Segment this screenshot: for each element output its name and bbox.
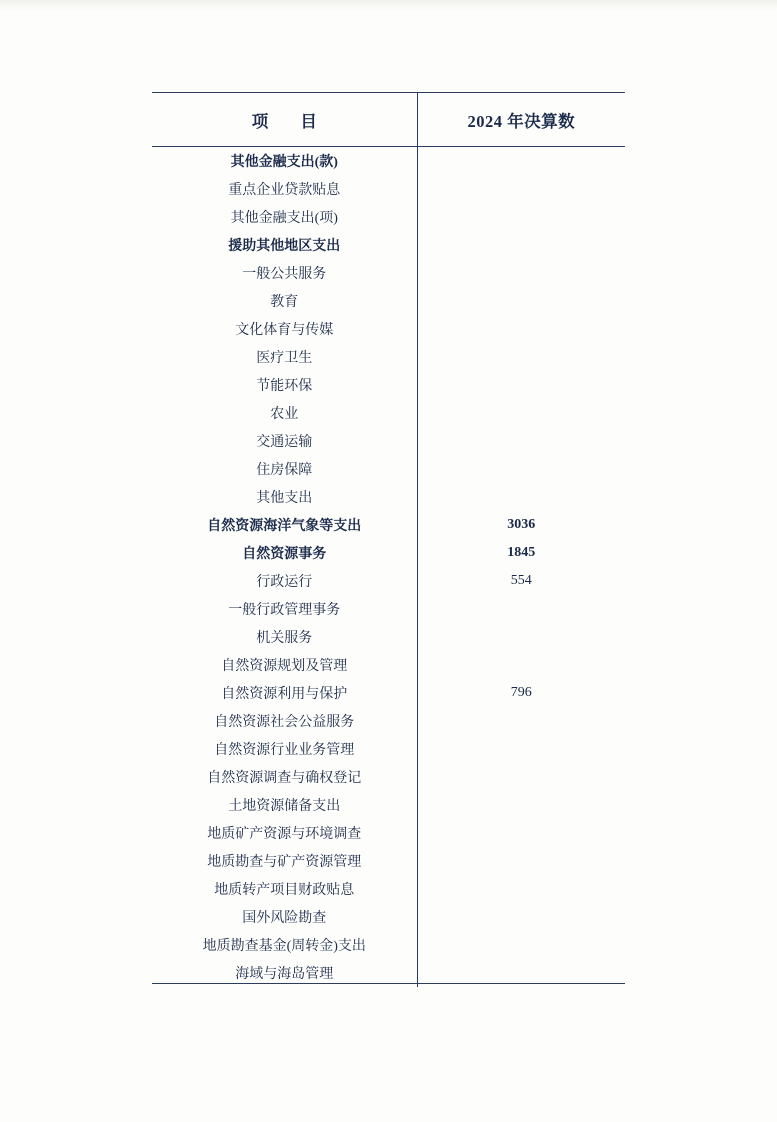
row-value	[417, 763, 625, 791]
table-row	[152, 455, 625, 483]
row-value	[417, 735, 625, 763]
row-item-label: 地质转产项目财政贴息	[152, 875, 417, 903]
row-item-label: 地质勘查与矿产资源管理	[152, 847, 417, 875]
table-row	[152, 483, 625, 511]
row-value	[417, 315, 625, 343]
table-row	[152, 539, 625, 567]
row-value: 3036	[507, 517, 536, 532]
row-value	[417, 819, 625, 847]
table-row	[152, 623, 625, 651]
table-row	[152, 651, 625, 679]
table-vertical-divider	[417, 92, 418, 983]
table-row	[152, 511, 625, 539]
row-item-label: 农业	[152, 399, 417, 427]
row-item-label: 其他支出	[152, 483, 417, 511]
row-value	[417, 231, 625, 259]
row-value	[417, 259, 625, 287]
row-item-label: 一般公共服务	[152, 259, 417, 287]
table-row	[152, 231, 625, 259]
row-value	[417, 707, 625, 735]
table-row	[152, 399, 625, 427]
row-item-label: 交通运输	[152, 427, 417, 455]
header-row	[152, 93, 625, 147]
table-row	[152, 763, 625, 791]
row-item-label: 地质矿产资源与环境调查	[152, 819, 417, 847]
row-item-label: 自然资源调查与确权登记	[152, 763, 417, 791]
row-value	[417, 399, 625, 427]
row-item-label: 自然资源事务	[152, 539, 417, 567]
table-row	[152, 875, 625, 903]
row-item-label: 一般行政管理事务	[152, 595, 417, 623]
table-row	[152, 847, 625, 875]
table-row	[152, 343, 625, 371]
row-value	[417, 651, 625, 679]
budget-table-container	[152, 92, 625, 987]
table-row	[152, 371, 625, 399]
row-item-label: 国外风险勘查	[152, 903, 417, 931]
column-header-item-label: 项 目	[251, 111, 331, 131]
row-item-label: 自然资源行业业务管理	[152, 735, 417, 763]
row-item-label: 医疗卫生	[152, 343, 417, 371]
row-value: 1845	[507, 545, 536, 560]
table-row	[152, 203, 625, 231]
row-value	[417, 343, 625, 371]
table-row	[152, 567, 625, 595]
row-item-label: 土地资源储备支出	[152, 791, 417, 819]
table-row	[152, 819, 625, 847]
row-value	[417, 147, 625, 176]
row-value	[417, 903, 625, 931]
table-row	[152, 287, 625, 315]
row-value	[417, 203, 625, 231]
row-item-label: 其他金融支出(款)	[152, 147, 417, 176]
table-row	[152, 707, 625, 735]
row-item-label: 自然资源规划及管理	[152, 651, 417, 679]
table-row	[152, 679, 625, 707]
row-value	[417, 595, 625, 623]
row-item-label: 节能环保	[152, 371, 417, 399]
table-row	[152, 791, 625, 819]
row-value	[417, 371, 625, 399]
table-row	[152, 595, 625, 623]
row-value	[417, 623, 625, 651]
row-value	[417, 175, 625, 203]
row-item-label: 其他金融支出(项)	[152, 203, 417, 231]
row-value	[417, 427, 625, 455]
table-row	[152, 175, 625, 203]
row-item-label: 自然资源利用与保护	[152, 679, 417, 707]
row-value	[417, 455, 625, 483]
row-item-label: 自然资源社会公益服务	[152, 707, 417, 735]
table-row	[152, 315, 625, 343]
table-row	[152, 931, 625, 959]
budget-table	[152, 92, 625, 987]
table-bottom-rule	[152, 983, 625, 984]
row-value	[417, 483, 625, 511]
row-item-label: 教育	[152, 287, 417, 315]
row-value	[417, 931, 625, 959]
paper-edge	[0, 0, 777, 10]
row-value	[417, 791, 625, 819]
row-item-label: 住房保障	[152, 455, 417, 483]
row-item-label: 海域与海岛管理	[152, 959, 417, 987]
row-value	[417, 287, 625, 315]
row-item-label: 地质勘查基金(周转金)支出	[152, 931, 417, 959]
table-row	[152, 735, 625, 763]
row-value	[417, 875, 625, 903]
column-header-value: 2024 年决算数	[417, 93, 625, 147]
row-item-label: 重点企业贷款贴息	[152, 175, 417, 203]
table-body	[152, 147, 625, 988]
table-header	[152, 93, 625, 147]
table-row	[152, 427, 625, 455]
column-header-item	[152, 93, 417, 147]
row-item-label: 自然资源海洋气象等支出	[152, 511, 417, 539]
table-row	[152, 903, 625, 931]
row-item-label: 行政运行	[152, 567, 417, 595]
row-item-label: 援助其他地区支出	[152, 231, 417, 259]
row-item-label: 机关服务	[152, 623, 417, 651]
row-value: 554	[510, 573, 532, 588]
row-value	[417, 847, 625, 875]
table-row	[152, 259, 625, 287]
table-row	[152, 147, 625, 176]
row-value: 796	[510, 685, 532, 700]
row-item-label: 文化体育与传媒	[152, 315, 417, 343]
